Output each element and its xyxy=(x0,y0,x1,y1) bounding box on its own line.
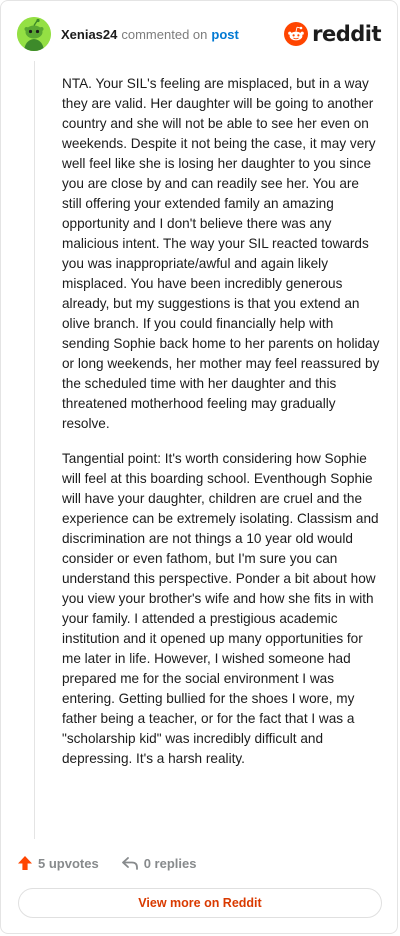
username-link[interactable]: Xenias24 xyxy=(61,26,118,42)
action-text: commented on xyxy=(121,26,208,42)
avatar[interactable] xyxy=(17,17,51,51)
comment-paragraph: Tangential point: It's worth considering how Sophie will feel at this boarding school. Eventhough Sophie will have your daughter, children are cruel and the experience can be extremely isolating. Classism and discrimination are not things a 10 year old would consider or even fathom, but I'm sure you can understand this perspective. Ponder a bit about how you view your brother's wife and how she fits in with your family. I attended a prestigious academic institution and it opened up many opportunities for me later in life. However, I wished someone had prepared me for the social environment I was entering. Getting bullied for the shoes I wore, my father being a teacher, or for the fact that I was a "scholarship kid" was incredibly difficult and depressing. It's a harsh reality. xyxy=(62,451,379,766)
post-link[interactable]: post xyxy=(211,26,239,42)
comment-footer xyxy=(17,851,381,875)
comment-body xyxy=(62,74,380,784)
view-more-button[interactable]: View more on Reddit xyxy=(18,888,382,918)
reddit-logo[interactable] xyxy=(284,22,381,46)
snoo-avatar-icon xyxy=(17,17,51,51)
comment-meta xyxy=(61,27,239,42)
upvote-arrow-icon[interactable] xyxy=(17,855,33,871)
comment-header xyxy=(17,17,381,51)
upvote-control[interactable] xyxy=(17,855,99,871)
comment-paragraph: NTA. Your SIL's feeling are misplaced, but in a way they are valid. Her daughter will be going to another country and she will not be able to see her even on weekends. Despite it not being the case, it may very well feel like she is losing her daughter to you since you are close by and can readily see her. You are still offering your extended family an amazing opportunity and I don't believe there was any malicious intent. The way your SIL reacted towards you was inappropriate/awful and again likely misplaced. You have been incredibly generous already, but my suggestions is that you extend an olive branch. If you could financially help with sending Sophie back home to her parents on holiday or long weekends, her mother may feel reassured by the scheduled time with her daughter and this threatened motherhood feeling may gradually resolve. xyxy=(62,76,380,431)
reddit-snoo-icon xyxy=(284,22,308,46)
reply-control[interactable] xyxy=(121,855,197,871)
reddit-wordmark: reddit xyxy=(312,22,381,46)
reply-count: 0 replies xyxy=(143,855,197,871)
upvote-count: 5 upvotes xyxy=(38,855,99,871)
reply-arrow-icon[interactable] xyxy=(121,855,139,871)
thread-line[interactable] xyxy=(34,61,35,839)
